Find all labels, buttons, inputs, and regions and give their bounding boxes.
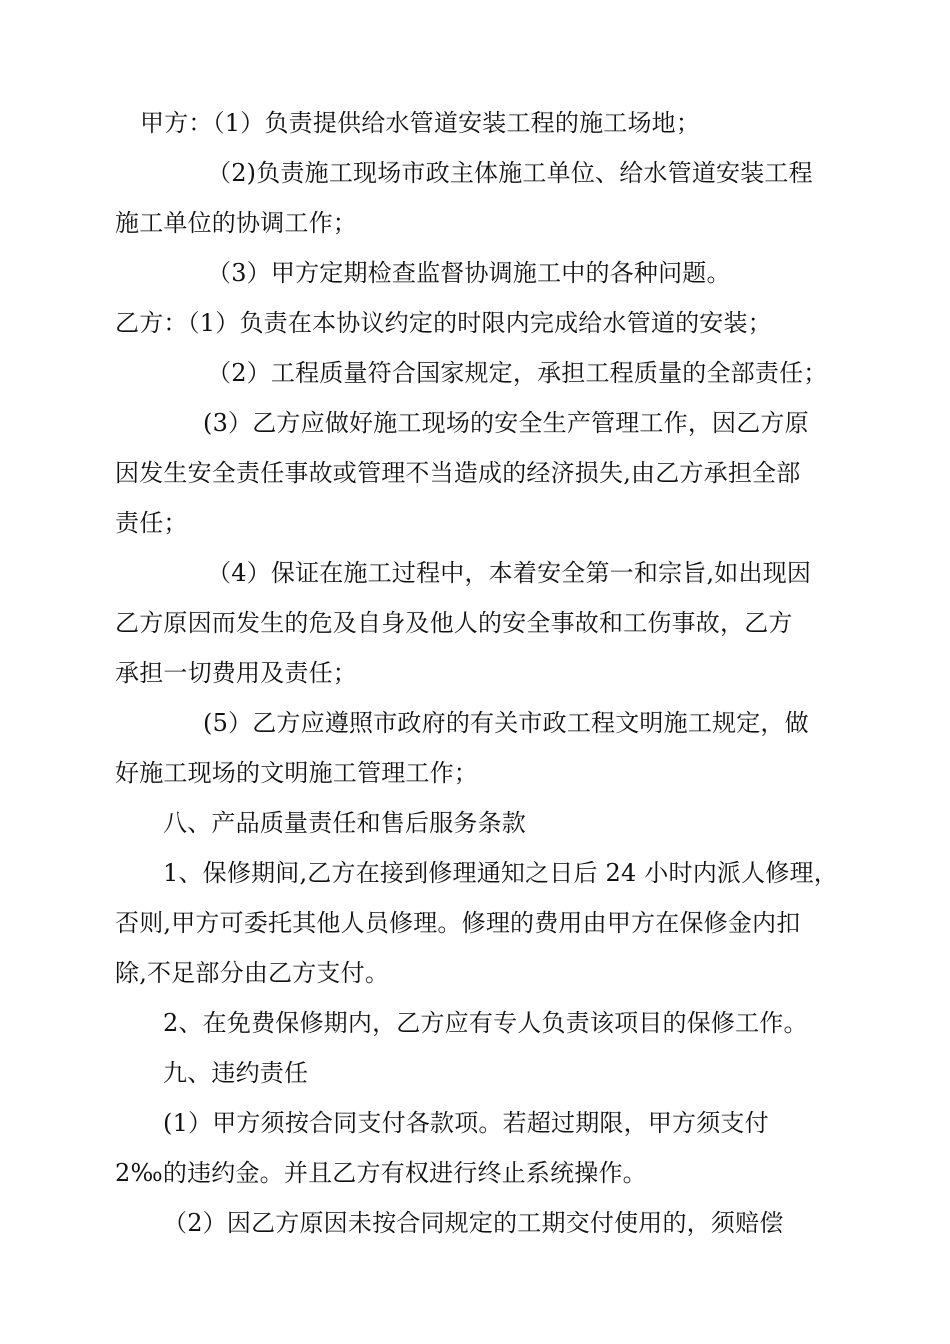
text-line: （3）甲方定期检查监督协调施工中的各种问题。 bbox=[207, 259, 731, 287]
section-heading: 九、违约责任 bbox=[163, 1059, 309, 1087]
text-line: (1）甲方须按合同支付各款项。若超过期限，甲方须支付 bbox=[163, 1109, 769, 1137]
text-line: 乙方：（1）负责在本协议约定的时限内完成给水管道的安装； bbox=[115, 309, 772, 337]
text-line: 除,不足部分由乙方支付。 bbox=[115, 959, 390, 987]
text-line: 责任； bbox=[115, 509, 188, 537]
text-line: 乙方原因而发生的危及自身及他人的安全事故和工伤事故，乙方 bbox=[115, 609, 793, 637]
text-line: (3）乙方应做好施工现场的安全生产管理工作，因乙方原 bbox=[203, 409, 809, 437]
text-line: (5）乙方应遵照市政府的有关市政工程文明施工规定，做 bbox=[203, 709, 809, 737]
text-line: 承担一切费用及责任； bbox=[115, 659, 357, 687]
text-line: 2‰的违约金。并且乙方有权进行终止系统操作。 bbox=[115, 1159, 647, 1187]
text-line: 施工单位的协调工作； bbox=[115, 209, 357, 237]
text-line: 甲方：（1）负责提供给水管道安装工程的施工场地； bbox=[140, 109, 701, 137]
text-line: （2）因乙方原因未按合同规定的工期交付使用的，须赔偿 bbox=[163, 1209, 784, 1237]
text-line: 1、保修期间,乙方在接到修理通知之日后 24 小时内派人修理， bbox=[163, 859, 838, 887]
text-line: （2)负责施工现场市政主体施工单位、给水管道安装工程 bbox=[207, 159, 813, 187]
text-line: （2）工程质量符合国家规定，承担工程质量的全部责任； bbox=[207, 359, 828, 387]
text-line: 因发生安全责任事故或管理不当造成的经济损失,由乙方承担全部 bbox=[115, 459, 801, 487]
text-line: 好施工现场的文明施工管理工作； bbox=[115, 759, 478, 787]
text-line: 2、在免费保修期内，乙方应有专人负责该项目的保修工作。 bbox=[163, 1009, 808, 1037]
text-line: （4）保证在施工过程中，本着安全第一和宗旨,如出现因 bbox=[207, 559, 812, 587]
section-heading: 八、产品质量责任和售后服务条款 bbox=[163, 809, 526, 837]
text-line: 否则,甲方可委托其他人员修理。修理的费用由甲方在保修金内扣 bbox=[115, 909, 801, 937]
